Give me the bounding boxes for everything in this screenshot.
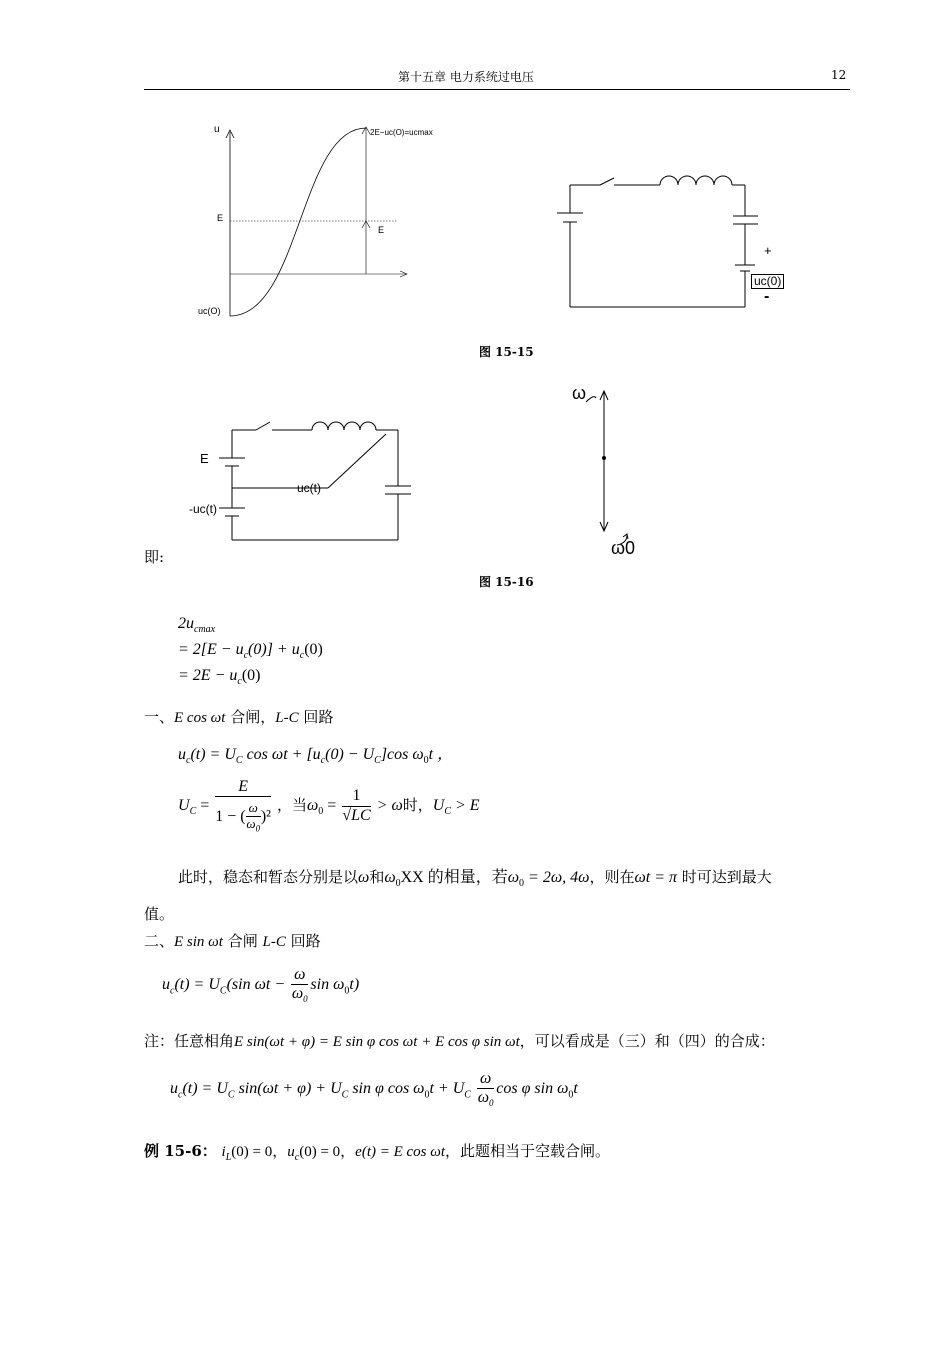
eq2-a: = 2[E − u <box>178 641 244 658</box>
uc-den-end: )² <box>260 808 271 826</box>
neq-sub-0a: 0 <box>424 1089 430 1101</box>
plus-sign: + <box>764 243 772 258</box>
w0-frac-num: 1 <box>342 787 370 806</box>
neq-frac-den <box>477 1089 494 1109</box>
neq-sub-C1: C <box>227 1089 235 1101</box>
note-prefix: 注：任意相角 <box>144 1032 235 1050</box>
lower-source-label: -uc(t) <box>189 502 217 516</box>
uc-shi: 时， <box>402 795 433 814</box>
s1-math: E cos ωt <box>174 710 226 726</box>
note-math: E sin(ωt + φ) = E sin φ cos ωt + E cos φ sin ωt <box>234 1034 520 1050</box>
eq1-sub: cmax <box>194 624 216 636</box>
s1-end: 回路 <box>303 708 334 726</box>
s2eq-sub-C: C <box>219 985 227 997</box>
page-number: 12 <box>831 68 847 82</box>
uc-U: U <box>178 796 190 814</box>
ex-c2-rest: (0) = 0 <box>299 1144 341 1160</box>
uc-cond-sub: C <box>444 806 451 817</box>
neq-frac-num: ω <box>477 1070 494 1089</box>
uc-inner-den <box>246 817 261 834</box>
s2eq-sub-c: c <box>170 985 175 997</box>
neq-b: (t) = U <box>182 1080 228 1098</box>
s1eq-c: (0) − U <box>325 746 375 763</box>
section1-paragraph <box>178 864 772 889</box>
uc-sub-C: C <box>189 806 197 817</box>
ex-sep2: ， <box>340 1142 356 1160</box>
s2-end: 回路 <box>290 932 321 950</box>
s1eq-a: (t) = U <box>190 746 236 763</box>
w0-frac-den: √LC <box>342 806 371 824</box>
uc-gt: > ω <box>372 796 403 814</box>
section1-equation <box>178 741 453 766</box>
neq-sub-c: c <box>178 1089 183 1101</box>
fig15-16-phasor <box>0 0 952 600</box>
s1eq-b: cos ωt + [u <box>246 746 321 763</box>
s2-math: E sin ωt <box>174 934 223 950</box>
uc-frac-num: E <box>215 778 271 797</box>
p-a: 此时，稳态和暂态分别是以 <box>178 868 359 886</box>
prefix-ji: 即: <box>144 548 165 566</box>
equation-line-1 <box>178 615 215 635</box>
s1-lc: L-C <box>275 710 299 726</box>
uc-inner-den-sub: 0 <box>255 823 261 834</box>
uc-fraction <box>215 778 271 834</box>
uc-inner-den-w: ω <box>246 816 256 832</box>
p-then: ，则在 <box>589 868 635 886</box>
s2eq-u: u <box>162 976 170 994</box>
s1eq-u: u <box>178 746 186 763</box>
uc-w0-sub: 0 <box>318 806 324 817</box>
s2eq-end-sub: 0 <box>344 985 350 997</box>
uc-inner-frac <box>246 801 261 834</box>
s1eq-sub-c2: c <box>320 755 326 767</box>
equation-line-3 <box>178 667 260 687</box>
s1eq-d: ]cos ω <box>380 746 424 763</box>
branch-uc-label: uc(t) <box>297 481 321 495</box>
s2-lc: L-C <box>262 934 286 950</box>
neq-e: t + U <box>429 1080 465 1098</box>
figure-caption-15-16: 图 15-16 <box>479 575 534 589</box>
neq-f: cos φ sin ω <box>496 1080 569 1098</box>
s1eq-end: t ， <box>428 746 454 763</box>
eq1-main: 2u <box>178 615 194 632</box>
s2eq-frac-den <box>291 985 308 1005</box>
s2eq-fraction <box>291 966 308 1005</box>
ex-c3: e(t) = E cos ωt <box>355 1144 446 1160</box>
p-end: 时可达到最大 <box>681 868 772 886</box>
ex-c1-rest: (0) = 0 <box>231 1144 273 1160</box>
eq2-c: (0) <box>304 641 323 658</box>
uc-frac-den <box>215 797 271 834</box>
example-line <box>144 1140 610 1163</box>
s1eq-sub-c: c <box>186 755 191 767</box>
p-w: ω <box>358 869 370 886</box>
note-line <box>144 1030 775 1051</box>
eq2-sub1: c <box>243 650 249 662</box>
ex-c1: i <box>221 1144 226 1160</box>
section1-paragraph-line2: 值。 <box>144 905 175 923</box>
neq-frac-den-sub: 0 <box>489 1098 494 1109</box>
chapter-title: 第十五章 电力系统过电压 <box>398 70 534 84</box>
s1-rest: 合闸， <box>230 708 276 726</box>
s1eq-sub-0: 0 <box>423 755 429 767</box>
s2eq-end: sin ω <box>310 976 345 994</box>
p-wt: ωt = π <box>634 869 678 886</box>
uc-cond: U <box>432 796 445 814</box>
p-xx: XX 的相量，若 <box>400 869 508 886</box>
eq3-b: (0) <box>241 667 261 684</box>
ex-c2-sub: c <box>294 1152 300 1163</box>
y-axis-label: u <box>214 124 220 135</box>
s1-prefix: 一、 <box>144 708 175 726</box>
uc-inner-num: ω <box>246 801 261 817</box>
neq-c: sin(ωt + φ) + U <box>238 1080 342 1098</box>
eq2-sub2: c <box>299 650 305 662</box>
neq-sub-0b: 0 <box>568 1089 574 1101</box>
neq-a: u <box>170 1080 178 1098</box>
s2eq-mid2: (sin ωt − <box>226 976 286 994</box>
s1eq-sub-C2: C <box>374 755 381 767</box>
w0-fraction <box>342 787 370 825</box>
e-level-label: E <box>217 213 224 223</box>
section2-equation <box>162 966 359 1005</box>
ex-sep1: ， <box>272 1142 288 1160</box>
ex-c2: u <box>287 1144 295 1160</box>
note-rest: ，可以看成是（三）和（四）的合成： <box>519 1032 775 1050</box>
phasor-omega0-label: ω0 <box>611 538 636 558</box>
start-label: uc(O) <box>198 306 221 316</box>
neq-g: t <box>573 1080 578 1098</box>
p-cond: ω <box>507 869 520 886</box>
section1-heading <box>144 706 333 727</box>
p-cond2: = 2ω, 4ω <box>524 869 590 886</box>
p-and: 和 <box>369 868 385 886</box>
neq-d: sin φ cos ω <box>352 1080 425 1098</box>
note-equation <box>170 1070 578 1109</box>
s2-rest: 合闸 <box>227 932 258 950</box>
uc-cond-end: > E <box>450 796 480 814</box>
figure-caption-15-15: 图 15-15 <box>479 345 534 359</box>
uc-formula <box>178 778 480 834</box>
uc-eq: = <box>196 796 210 814</box>
p-w0: ω <box>384 869 396 886</box>
neq-sub-C2: C <box>341 1089 349 1101</box>
eq3-a: = 2E − u <box>178 667 238 684</box>
peak-label: 2E−uc(O)=ucmax <box>370 128 433 137</box>
neq-sub-C3: C <box>464 1089 471 1101</box>
s1eq-sub-C1: C <box>235 755 243 767</box>
p-w0-sub: 0 <box>395 878 401 889</box>
s2eq-frac-den-w: ω <box>291 985 304 1003</box>
eq2-b: (0)] + u <box>248 641 300 658</box>
ex-c1-sub: L <box>225 1152 232 1163</box>
neq-fraction <box>477 1070 494 1109</box>
s2eq-mid: (t) = U <box>174 976 220 994</box>
example-label: 例 15-6： <box>144 1142 217 1160</box>
s2eq-frac-den-sub: 0 <box>303 994 308 1005</box>
ex-end: ，此题相当于空载合闸。 <box>445 1142 611 1160</box>
uc-eq2: = <box>323 796 337 814</box>
uc-den-a: 1 − ( <box>215 808 246 826</box>
section2-heading <box>144 930 321 951</box>
equation-line-2 <box>178 641 323 661</box>
source-e-label: E <box>200 451 209 466</box>
uc-w0: ω <box>306 796 319 814</box>
phasor-omega-label: ω <box>572 383 587 403</box>
cap-voltage-label: uc(0) <box>751 274 784 289</box>
s2eq-end2: t) <box>349 976 360 994</box>
minus-sign: - <box>764 288 770 305</box>
neq-frac-den-w: ω <box>477 1089 489 1107</box>
arrow-e-label: E <box>378 225 385 235</box>
p-cond-sub: 0 <box>519 878 525 889</box>
uc-when: ，当 <box>276 795 307 814</box>
s2eq-frac-num: ω <box>291 966 308 985</box>
eq3-sub: c <box>237 676 242 688</box>
s2-prefix: 二、 <box>144 932 175 950</box>
